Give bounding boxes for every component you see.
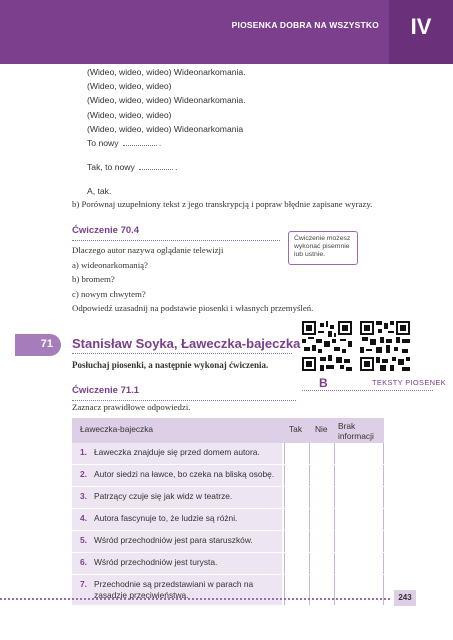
- row-number: 3.: [80, 491, 87, 501]
- table-row: [72, 509, 384, 531]
- question-line: c) nowym chwytem?: [72, 288, 146, 299]
- row-statement: Wśród przechodniów jest turysta.: [94, 557, 218, 567]
- answer-cell-tak[interactable]: [284, 553, 309, 574]
- question-line: Odpowiedź uzasadnij na podstawie piosenki i własnych przemyśleń.: [72, 303, 314, 314]
- table-row: [72, 465, 384, 487]
- lyrics-label: TEKSTY PIOSENEK: [372, 378, 446, 387]
- song-title: Stanisław Soyka, Ławeczka-bajeczka: [72, 336, 301, 351]
- table-header: [72, 418, 384, 443]
- divider: [302, 390, 433, 391]
- answer-cell-nie[interactable]: [309, 487, 334, 508]
- row-number: 6.: [80, 557, 87, 567]
- lyric-line-with-blank: Tak, to nowy .: [87, 162, 178, 173]
- chapter-title: PIOSENKA DOBRA NA WSZYSTKO: [231, 20, 379, 30]
- note-box: Ćwiczenie możesz wykonać pisemnie lub ustnie.: [288, 231, 358, 265]
- qr-code-graphic: [360, 321, 410, 371]
- answer-cell-brak[interactable]: [334, 531, 384, 552]
- lyric-line: (Wideo, wideo, wideo): [87, 109, 172, 120]
- exercise-70-4-title: Ćwiczenie 70.4: [72, 225, 140, 236]
- table-row: [72, 443, 384, 465]
- lyric-text: Tak, to nowy: [87, 162, 135, 173]
- exercise-70-4-questions: [72, 243, 313, 316]
- row-number: 4.: [80, 513, 87, 523]
- section-subtitle: Posłuchaj piosenki, a następnie wykonaj ćwiczenia.: [72, 360, 269, 370]
- qr-code-lyrics-icon[interactable]: [360, 321, 410, 371]
- answer-cell-brak[interactable]: [334, 465, 384, 486]
- exercise-71-1-title: Ćwiczenie 71.1: [72, 385, 140, 396]
- answer-cell-tak[interactable]: [284, 487, 309, 508]
- divider: [72, 353, 292, 354]
- divider: [72, 240, 280, 241]
- answer-cell-brak[interactable]: [334, 487, 384, 508]
- section-number-badge: [15, 334, 61, 356]
- row-statement: Autora fascynuje to, że ludzie są różni.: [94, 513, 238, 523]
- question-line: a) wideonarkomanią?: [72, 259, 148, 270]
- audio-label: B: [319, 376, 328, 390]
- exercise-71-1-instruction: Zaznacz prawidłowe odpowiedzi.: [72, 402, 191, 412]
- row-number: 5.: [80, 535, 87, 545]
- column-header-tak: Tak: [289, 424, 303, 434]
- answer-cell-nie[interactable]: [309, 509, 334, 530]
- answer-cell-tak[interactable]: [284, 531, 309, 552]
- answer-cell-tak[interactable]: [284, 465, 309, 486]
- table-row: [72, 487, 384, 509]
- song-lyrics: [87, 65, 246, 199]
- fill-blank[interactable]: [139, 162, 173, 170]
- answer-cell-nie[interactable]: [309, 531, 334, 552]
- answer-cell-tak[interactable]: [284, 575, 309, 605]
- row-number: 1.: [80, 447, 87, 457]
- chapter-tab: [389, 0, 453, 64]
- divider: [72, 400, 296, 401]
- qr-code-audio-icon[interactable]: [302, 321, 352, 371]
- answer-cell-nie[interactable]: [309, 575, 334, 605]
- section-number: 71: [40, 338, 53, 350]
- question-line: b) bromem?: [72, 274, 115, 285]
- column-header-title: Ławeczka-bajeczka: [80, 424, 154, 434]
- answer-cell-brak[interactable]: [334, 575, 384, 605]
- lyric-line: (Wideo, wideo, wideo) Wideonarkomania.: [87, 95, 246, 106]
- row-number: 7.: [80, 579, 87, 589]
- column-header-brak-informacji: Brak informacji: [338, 421, 374, 441]
- answer-table: [72, 418, 384, 606]
- row-statement: Wśród przechodniów jest para staruszków.: [94, 535, 253, 545]
- header-band: [0, 0, 453, 64]
- lyric-line: (Wideo, wideo, wideo): [87, 81, 172, 92]
- row-statement: Patrzący czuje się jak widz w teatrze.: [94, 491, 233, 501]
- column-header-nie: Nie: [315, 424, 328, 434]
- lyric-line: (Wideo, wideo, wideo) Wideonarkomania.: [87, 67, 246, 77]
- lyric-line: (Wideo, wideo, wideo) Wideonarkomania: [87, 123, 244, 134]
- question-line: Dlaczego autor nazywa oglądanie telewizji: [72, 245, 224, 255]
- page-number: 243: [394, 590, 416, 606]
- row-statement: Przechodnie są przedstawiani w parach na zasadzie przeciwieństwa.: [94, 579, 254, 600]
- answer-cell-nie[interactable]: [309, 465, 334, 486]
- task-b: b) Porównaj uzupełniony tekst z jego transkrypcją i popraw błędnie zapisane wyrazy.: [72, 199, 373, 209]
- row-number: 2.: [80, 469, 87, 479]
- qr-code-graphic: [302, 321, 352, 371]
- answer-cell-nie[interactable]: [309, 553, 334, 574]
- answer-cell-tak[interactable]: [284, 443, 309, 464]
- answer-cell-brak[interactable]: [334, 443, 384, 464]
- lyric-line: A, tak.: [87, 186, 112, 197]
- row-statement: Ławeczka znajduje się przed domem autora.: [94, 447, 260, 457]
- answer-cell-brak[interactable]: [334, 553, 384, 574]
- answer-cell-tak[interactable]: [284, 509, 309, 530]
- table-row: [72, 553, 384, 575]
- lyric-line-with-blank: To nowy .: [87, 138, 162, 149]
- answer-cell-brak[interactable]: [334, 509, 384, 530]
- footer-divider: [0, 598, 390, 600]
- answer-cell-nie[interactable]: [309, 443, 334, 464]
- fill-blank[interactable]: [123, 138, 157, 146]
- table-row: [72, 575, 384, 606]
- lyric-text: To nowy: [87, 138, 119, 149]
- table-row: [72, 531, 384, 553]
- row-statement: Autor siedzi na ławce, bo czeka na bliską osobę.: [94, 469, 275, 479]
- chapter-number: IV: [410, 14, 432, 39]
